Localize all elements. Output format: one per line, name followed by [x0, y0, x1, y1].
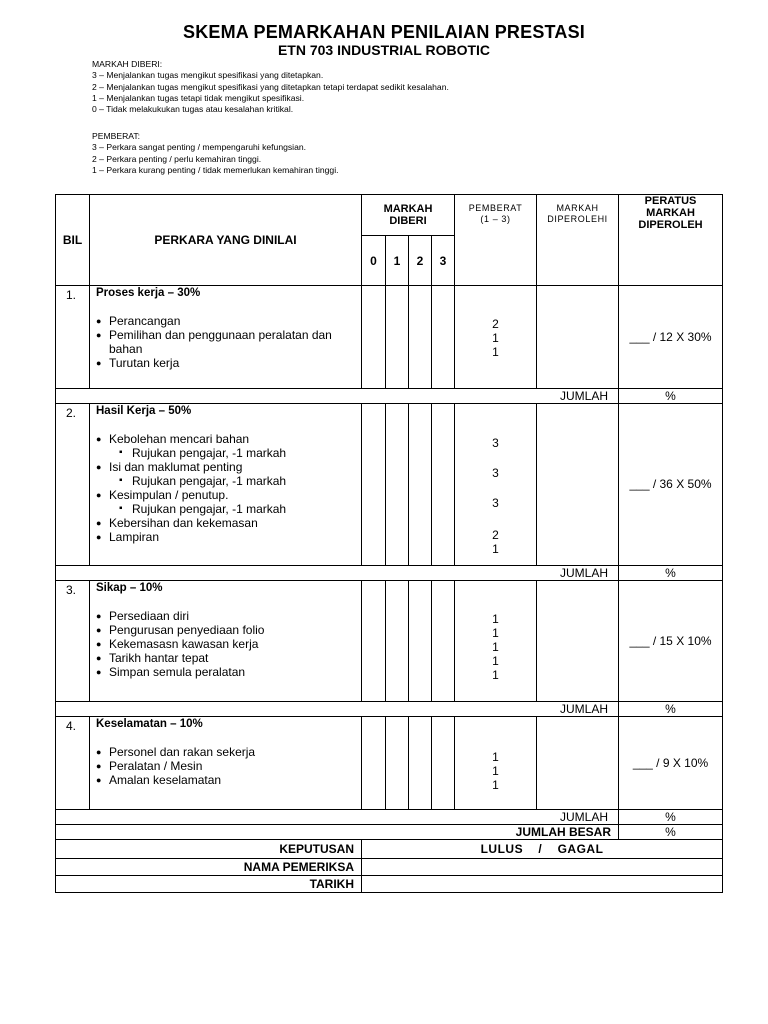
criteria-item: ● Lampiran: [96, 530, 361, 544]
jumlah-besar-percent: %: [619, 825, 723, 840]
percentage-formula: ___ / 9 X 10%: [619, 717, 723, 810]
score-cell-3[interactable]: [432, 285, 455, 388]
header-score-1: 1: [386, 236, 409, 285]
section-number: 4.: [56, 717, 90, 810]
score-cell-1[interactable]: [386, 285, 409, 388]
tarikh-field[interactable]: [362, 875, 723, 892]
markah-diperolehi-cell[interactable]: [537, 285, 619, 388]
criteria-item: ● Kesimpulan / penutup.: [96, 488, 361, 502]
header-markah-diberi-line: DIBERI: [389, 215, 427, 228]
markah-legend-line: 2 – Menjalankan tugas mengikut spesifikasi yang ditetapkan tetapi terdapat sedikit kesalahan.: [92, 81, 449, 92]
pemberat-legend-line: 1 – Perkara kurang penting / tidak memerlukan kemahiran tinggi.: [92, 164, 339, 175]
header-markah-diperolehi-line: MARKAH: [556, 203, 599, 213]
score-cell-2[interactable]: [409, 717, 432, 810]
nama-pemeriksa-field[interactable]: [362, 858, 723, 875]
score-cell-3[interactable]: [432, 717, 455, 810]
score-cell-2[interactable]: [409, 404, 432, 566]
percentage-formula: ___ / 12 X 30%: [619, 285, 723, 388]
section-title: Keselamatan – 10%: [96, 718, 203, 731]
header-pemberat-line: PEMBERAT: [468, 203, 523, 213]
weight-value: 1: [492, 639, 499, 654]
percentage-formula: ___ / 15 X 10%: [619, 580, 723, 701]
jumlah-label: JUMLAH: [56, 702, 619, 717]
header-markah-diberi-line: MARKAH: [383, 203, 433, 216]
weight-value: 1: [492, 667, 499, 682]
header-score-3: 3: [432, 236, 455, 285]
weight-value: 1: [492, 625, 499, 640]
pemberat-legend-heading: PEMBERAT:: [92, 131, 141, 141]
weight-value: 1: [492, 330, 499, 345]
score-cell-0[interactable]: [362, 404, 386, 566]
score-cell-0[interactable]: [362, 285, 386, 388]
jumlah-label: JUMLAH: [56, 388, 619, 403]
weight-value: [455, 480, 536, 496]
weight-value: 3: [492, 496, 499, 511]
criteria-item: ● Amalan keselamatan: [96, 773, 361, 787]
section-content: [90, 404, 362, 566]
section-number: 1.: [56, 285, 90, 388]
header-pemberat-line: (1 – 3): [480, 214, 511, 224]
criteria-item: ● Tarikh hantar tepat: [96, 651, 361, 665]
markah-legend-line: 1 – Menjalankan tugas tetapi tidak mengikut spesifikasi.: [92, 92, 305, 103]
header-peratus-line: MARKAH: [646, 207, 695, 219]
criteria-item: ● Peralatan / Mesin: [96, 759, 361, 773]
score-cell-3[interactable]: [432, 404, 455, 566]
jumlah-percent: %: [619, 702, 723, 717]
jumlah-percent: %: [619, 388, 723, 403]
header-score-2: 2: [409, 236, 432, 285]
markah-legend: [92, 59, 449, 115]
criteria-item: ● Pemilihan dan penggunaan peralatan dan bahan: [96, 328, 361, 356]
markah-diperolehi-cell[interactable]: [537, 404, 619, 566]
section-number: 3.: [56, 580, 90, 701]
weight-value: 3: [492, 436, 499, 451]
score-cell-3[interactable]: [432, 580, 455, 701]
section-number: 2.: [56, 404, 90, 566]
percentage-formula: ___ / 36 X 50%: [619, 404, 723, 566]
header-peratus-line: DIPEROLEH: [638, 219, 703, 231]
criteria-item: ● Persediaan diri: [96, 609, 361, 623]
section-row: [56, 717, 723, 810]
header-peratus-line: PERATUS: [644, 195, 697, 207]
weight-value: 2: [492, 316, 499, 331]
markah-diperolehi-cell[interactable]: [537, 580, 619, 701]
weight-value: 2: [492, 528, 499, 543]
pemberat-legend-line: 3 – Perkara sangat penting / mempengaruhi kefungsian.: [92, 142, 307, 153]
weight-value: 1: [492, 653, 499, 668]
pemberat-cell: [455, 285, 537, 388]
header-pemberat: [455, 195, 537, 286]
criteria-subitem: ▪ Rujukan pengajar, -1 markah: [109, 474, 361, 488]
weight-value: 1: [492, 344, 499, 359]
course-subtitle: ETN 703 INDUSTRIAL ROBOTIC: [277, 42, 491, 58]
keputusan-label: KEPUTUSAN: [56, 840, 362, 858]
section-row: [56, 285, 723, 388]
criteria-item: ● Simpan semula peralatan: [96, 665, 361, 679]
section-title: Hasil Kerja – 50%: [96, 405, 192, 418]
criteria-item: ● Pengurusan penyediaan folio: [96, 623, 361, 637]
criteria-item: ● Turutan kerja: [96, 356, 361, 370]
weight-value: 1: [492, 750, 499, 765]
weight-value: 3: [492, 466, 499, 481]
section-content: [90, 285, 362, 388]
weight-value: 1: [492, 542, 499, 557]
criteria-item: ● Kebersihan dan kekemasan: [96, 516, 361, 530]
jumlah-label: JUMLAH: [56, 810, 619, 825]
criteria-item: ● Personel dan rakan sekerja: [96, 745, 361, 759]
section-title: Proses kerja – 30%: [96, 286, 201, 299]
jumlah-percent: %: [619, 810, 723, 825]
score-cell-0[interactable]: [362, 580, 386, 701]
criteria-subitem: ▪ Rujukan pengajar, -1 markah: [109, 446, 361, 460]
section-row: [56, 580, 723, 701]
markah-legend-heading: MARKAH DIBERI:: [92, 59, 163, 69]
header-markah-diperolehi-line: DIPEROLEHI: [547, 214, 608, 224]
marking-scheme-table: [55, 194, 723, 893]
tarikh-label: TARIKH: [56, 875, 362, 892]
header-perkara: PERKARA YANG DINILAI: [90, 195, 362, 286]
keputusan-options[interactable]: LULUS / GAGAL: [362, 840, 723, 858]
criteria-item: ● Perancangan: [96, 314, 361, 328]
weight-value: [455, 510, 536, 528]
jumlah-label: JUMLAH: [56, 565, 619, 580]
score-cell-1[interactable]: [386, 580, 409, 701]
header-bil: BIL: [56, 195, 90, 286]
score-cell-1[interactable]: [386, 717, 409, 810]
score-cell-0[interactable]: [362, 717, 386, 810]
criteria-item: ● Isi dan maklumat penting: [96, 460, 361, 474]
pemberat-cell: [455, 580, 537, 701]
score-cell-2[interactable]: [409, 580, 432, 701]
jumlah-percent: %: [619, 565, 723, 580]
weight-value: [455, 450, 536, 466]
pemberat-cell: [455, 404, 537, 566]
weight-value: 1: [492, 611, 499, 626]
markah-legend-line: 3 – Menjalankan tugas mengikut spesifikasi yang ditetapkan.: [92, 70, 324, 81]
score-cell-1[interactable]: [386, 404, 409, 566]
section-content: [90, 717, 362, 810]
pemberat-cell: [455, 717, 537, 810]
weight-value: 1: [492, 778, 499, 793]
markah-diperolehi-cell[interactable]: [537, 717, 619, 810]
section-content: [90, 580, 362, 701]
criteria-subitem: ▪ Rujukan pengajar, -1 markah: [109, 502, 361, 516]
nama-pemeriksa-label: NAMA PEMERIKSA: [56, 858, 362, 875]
page-title: SKEMA PEMARKAHAN PENILAIAN PRESTASI: [182, 22, 586, 42]
header-peratus: [619, 195, 723, 286]
score-cell-2[interactable]: [409, 285, 432, 388]
header-markah-diberi: [362, 195, 455, 236]
weight-value: 1: [492, 764, 499, 779]
section-row: [56, 404, 723, 566]
pemberat-legend-line: 2 – Perkara penting / perlu kemahiran tinggi.: [92, 153, 262, 164]
criteria-item: ● Kebolehan mencari bahan: [96, 432, 361, 446]
pemberat-legend: [92, 131, 339, 176]
header-score-0: 0: [362, 236, 386, 285]
header-markah-diperolehi: [537, 195, 619, 286]
section-title: Sikap – 10%: [96, 581, 163, 594]
markah-legend-line: 0 – Tidak melakukukan tugas atau kesalahan kritikal.: [92, 104, 294, 115]
criteria-item: ● Kekemasasn kawasan kerja: [96, 637, 361, 651]
jumlah-besar-label: JUMLAH BESAR: [56, 825, 619, 840]
